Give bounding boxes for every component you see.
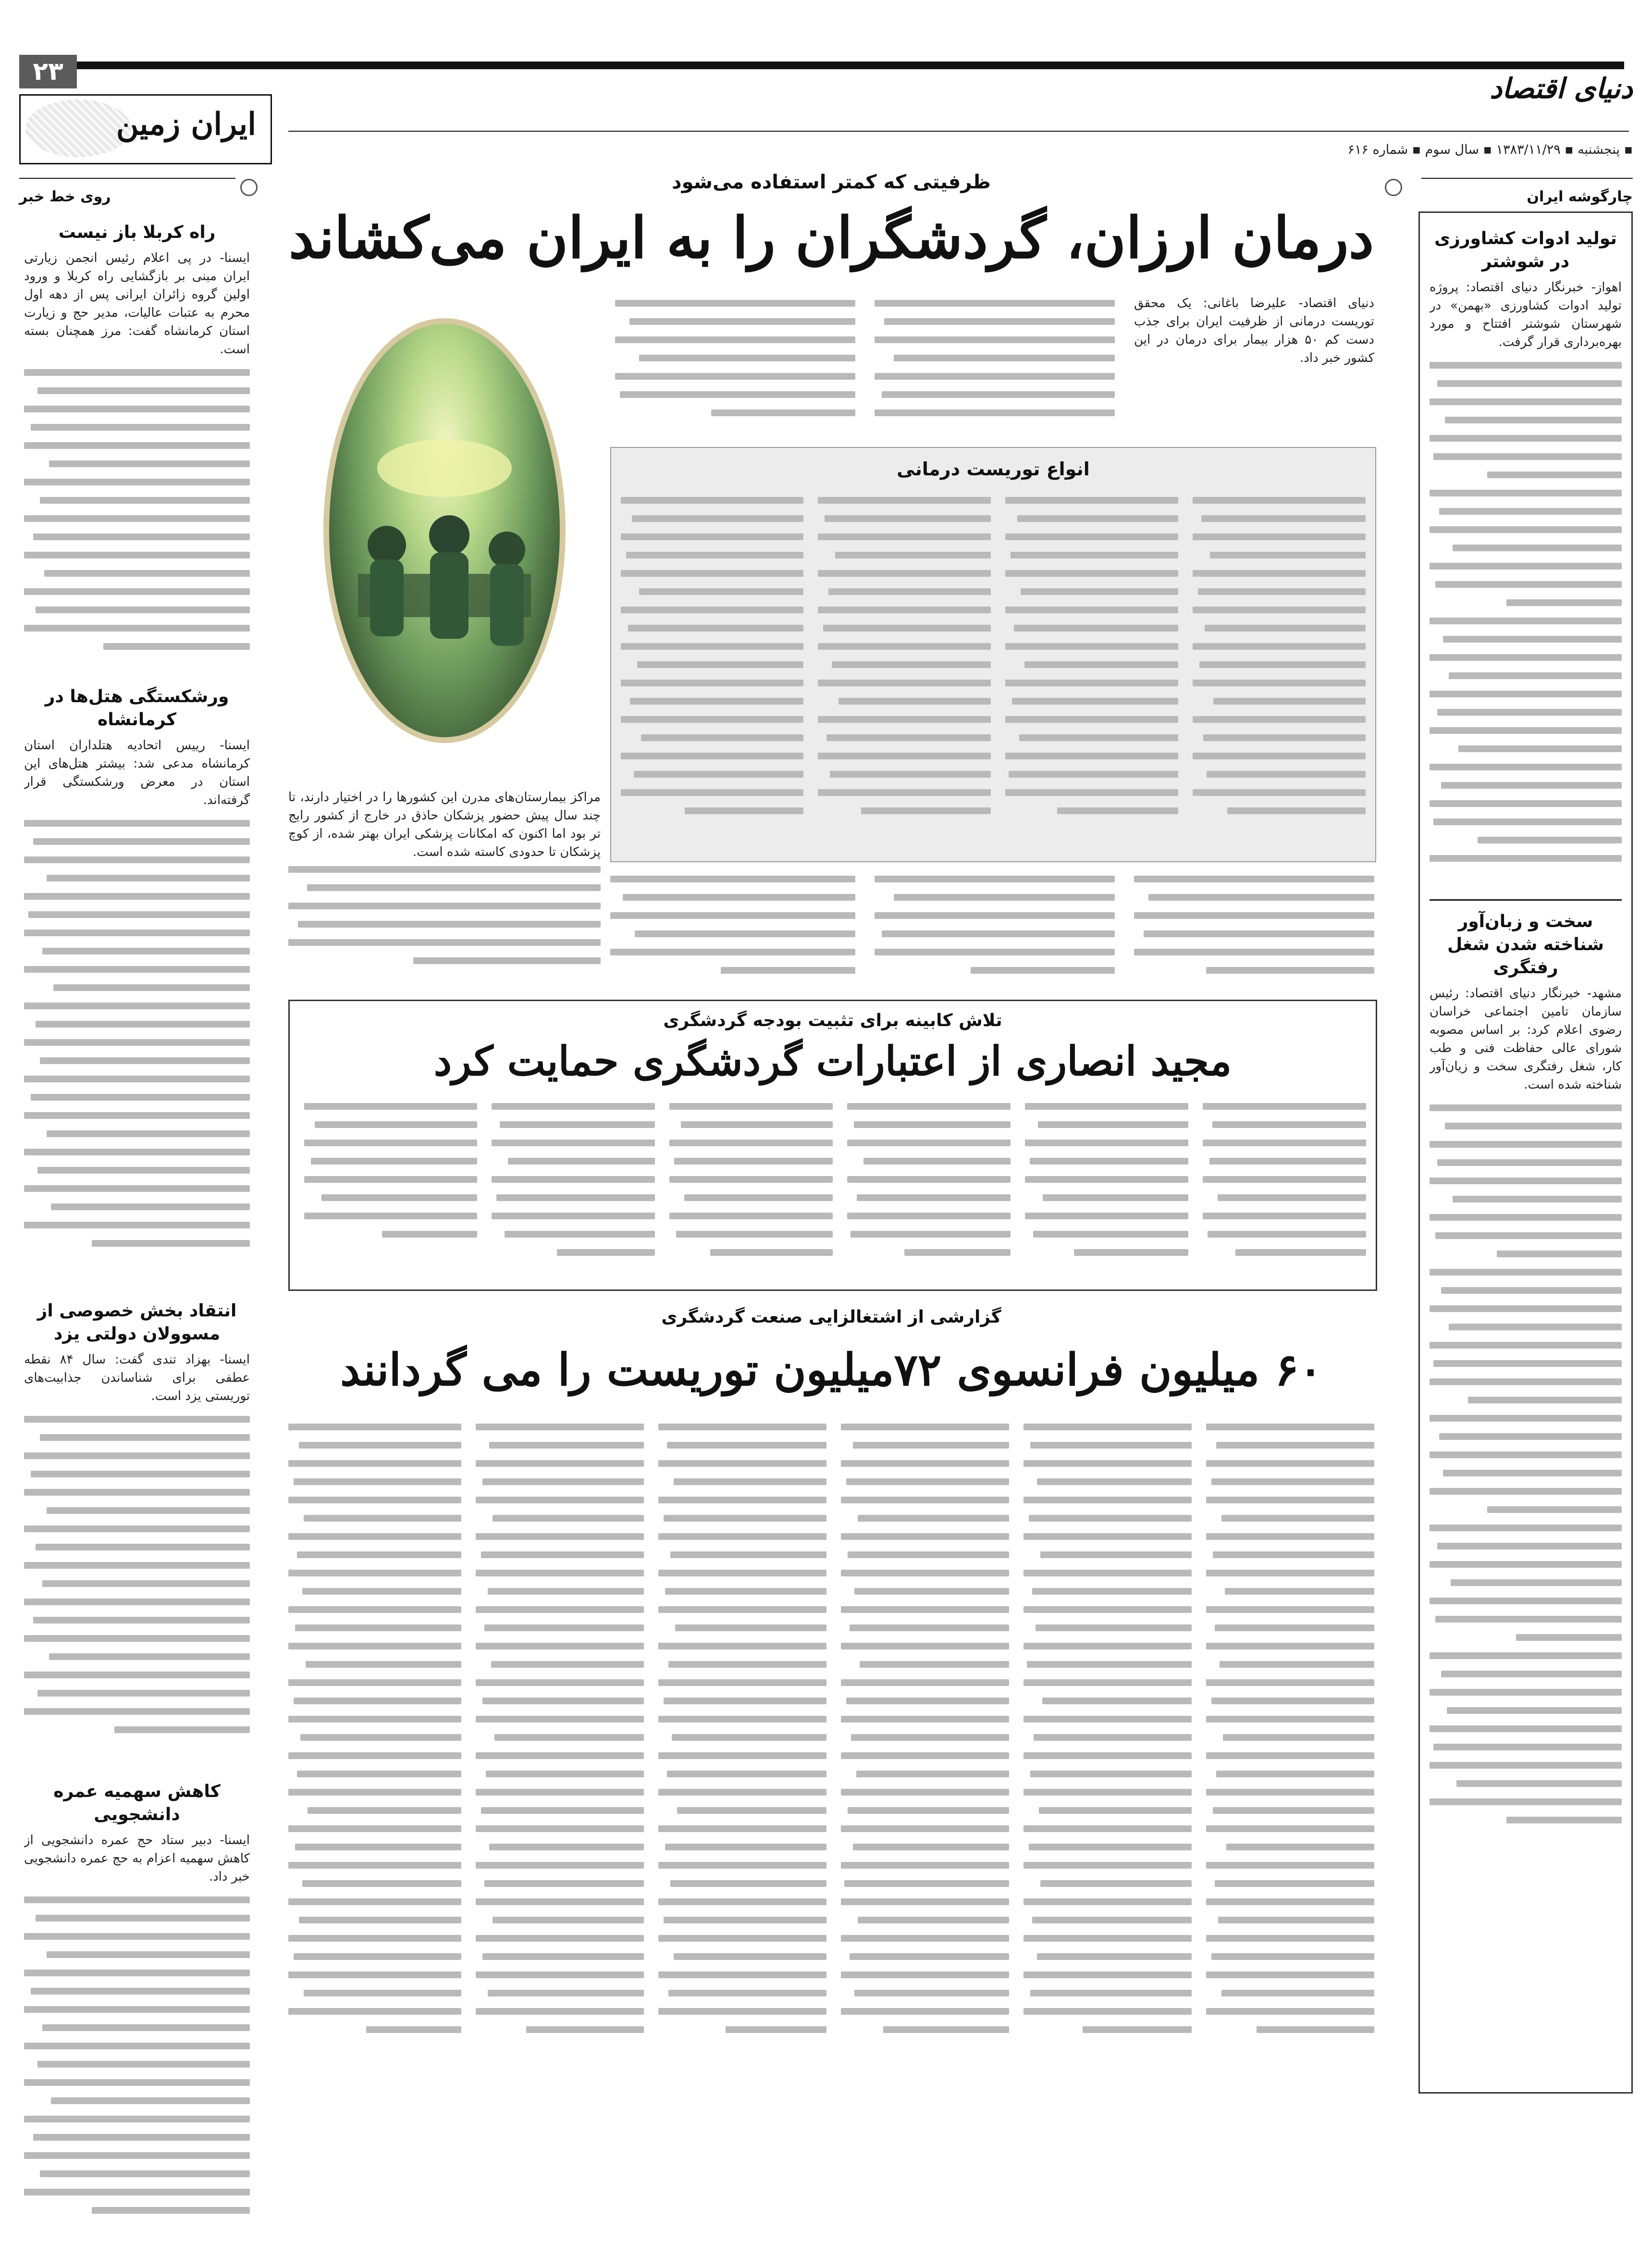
box-title: انواع توریست درمانی [897, 459, 1090, 480]
sidebar-story-lead: مشهد- خبرنگار دنیای اقتصاد: رئیس سازمان تامین اجتماعی خراسان رضوی اعلام کرد: بر اساس مصوبه شورای عالی حفاظت فنی و طب کار، شغل رفتگری سخت و زیان‌آور شناخته شده است. [1430, 986, 1622, 1092]
main-column [610, 870, 855, 979]
story-column [492, 1097, 655, 1262]
sidebar-story-lead: اهواز- خبرنگار دنیای اقتصاد: پروژه تولید ادوات کشاورزی «بهمن» در شهرستان شوشتر افتتاح و مورد بهره‌برداری قرار گرفت. [1430, 280, 1622, 349]
photo-frame [288, 294, 601, 780]
photo-caption: مراکز بیمارستان‌های مدرن این کشورها را در اختیار دارند، تا چند سال پیش حضور پزشکان حاذق در خارج از کشور رایج تر بود اما اکنون که امکانات پزشکی ایران بهتر شده، از کوچ پزشکان تا حدودی کاسته شده است. [288, 790, 601, 859]
third-headline: ۶۰ میلیون فرانسوی ۷۲میلیون توریست را می گردانند [340, 1344, 1323, 1396]
story-column [1025, 1097, 1188, 1262]
second-kicker: تلاش کابینه برای تثبیت بودجه گردشگری [663, 1011, 1002, 1030]
main-intro-column [615, 294, 855, 422]
page-number: ۲۳ [19, 55, 77, 88]
right-column-label: چارگوشه ایران [1527, 188, 1633, 205]
sidebar-story-body [24, 363, 250, 681]
sidebar-story-body [24, 1891, 250, 2256]
main-column [1134, 870, 1374, 979]
sidebar-story-lead: ایسنا- بهزاد تندی گفت: سال ۸۴ نقطه عطفی برای شناساندن جذابیت‌های توریستی یزد است. [24, 1352, 250, 1403]
right-sidebar [1418, 211, 1633, 2094]
box-column [621, 491, 803, 852]
newspaper-logo: دنیای اقتصاد [1490, 72, 1633, 105]
story-column [658, 1418, 826, 2086]
story-column [288, 1418, 461, 2086]
second-headline: مجید انصاری از اعتبارات گردشگری حمایت کرد [433, 1037, 1232, 1085]
third-kicker: گزارشی از اشتغالزایی صنعت گردشگری [661, 1307, 1001, 1327]
main-intro-column [875, 294, 1115, 422]
left-column-label: روی خط خبر [19, 188, 111, 205]
story-column [1023, 1418, 1192, 2086]
sidebar-story-title: تولید ادوات کشاورزی در شوشتر [1434, 229, 1617, 272]
sidebar-story-body [24, 814, 250, 1295]
main-headline: درمان ارزان، گردشگران را به ایران می‌کشاند [288, 204, 1374, 271]
sidebar-story-lead: ایسنا- رییس اتحادیه هتلداران استان کرمانشاه مدعی شد: بیشتر هتل‌های این استان در معرض ورشکستگی قرار گرفته‌اند. [24, 738, 250, 807]
story-column [304, 1097, 477, 1243]
header-thin-rule [288, 131, 1629, 132]
tourism-types-box [610, 447, 1376, 862]
box-column [1005, 491, 1178, 852]
story-column [476, 1418, 644, 2086]
sidebar-story-title: کاهش سهمیه عمره دانشجویی [53, 1782, 221, 1824]
main-column-left [288, 860, 601, 985]
dateline: ▪ پنجشنبه ▪ ۱۳۸۳/۱۱/۲۹ ▪ سال سوم ▪ شماره ۶۱۶ [1347, 142, 1633, 157]
sidebar-divider [1430, 899, 1622, 901]
main-continuation [610, 870, 1374, 985]
sidebar-story-title: انتقاد بخش خصوصی از مسوولان دولتی یزد [37, 1301, 237, 1344]
sidebar-story-lead: ایسنا- در پی اعلام رئیس انجمن زیارتی ایران مبنی بر بازگشایی راه کربلا و ورود اولین گروه زائران ایرانی پس از دهه اول محرم به عتبات عالیات، مدیر حج و زیارت استان کرمانشاه گفت: مرز همچنان بسته است. [24, 251, 250, 357]
story-column [1203, 1097, 1366, 1262]
right-label-rule [1421, 178, 1633, 179]
world-map-icon [25, 99, 131, 157]
operating-room-photo [323, 318, 566, 743]
header-rule [72, 62, 1624, 69]
sidebar-story-body [1430, 1099, 1622, 1964]
main-intro-area [610, 294, 1374, 438]
sidebar-story-title: سخت و زبان‌آور شناخته شدن شغل رفتگری [1447, 912, 1604, 978]
main-byline: دنیای اقتصاد- علیرضا باغانی: یک محقق توریست درمانی از ظرفیت ایران برای جذب دست کم ۵۰ هزار بیمار برای درمان در این کشور خبر داد. [1134, 296, 1374, 365]
box-column [818, 491, 991, 852]
second-story-box [288, 1000, 1377, 1291]
globe-icon [1385, 179, 1402, 196]
section-banner [19, 94, 272, 164]
story-column [847, 1097, 1011, 1262]
story-column [1206, 1418, 1374, 2086]
box-column [1193, 491, 1366, 852]
story-column [669, 1097, 833, 1262]
sidebar-story-title: راه کربلا باز نیست [58, 223, 216, 242]
left-label-rule [19, 178, 235, 179]
section-title: ایران زمین [116, 106, 256, 142]
third-story-body [288, 1418, 1374, 2091]
sidebar-story-body [24, 1410, 250, 1775]
sidebar-story-lead: ایسنا- دبیر ستاد حج عمره دانشجویی از کاهش سهمیه اعزام به حج عمره دانشجویی خبر داد. [24, 1833, 250, 1884]
sidebar-story-title: ورشکستگی هتل‌ها در کرمانشاه [45, 687, 229, 730]
surgeons-illustration [329, 324, 560, 737]
main-column [875, 870, 1115, 979]
main-kicker: ظرفیتی که کمتر استفاده می‌شود [672, 171, 991, 193]
second-story-body [299, 1097, 1366, 1280]
globe-icon [240, 179, 258, 196]
sidebar-story-body [1430, 356, 1622, 894]
story-column [841, 1418, 1009, 2086]
left-sidebar [19, 211, 255, 2086]
